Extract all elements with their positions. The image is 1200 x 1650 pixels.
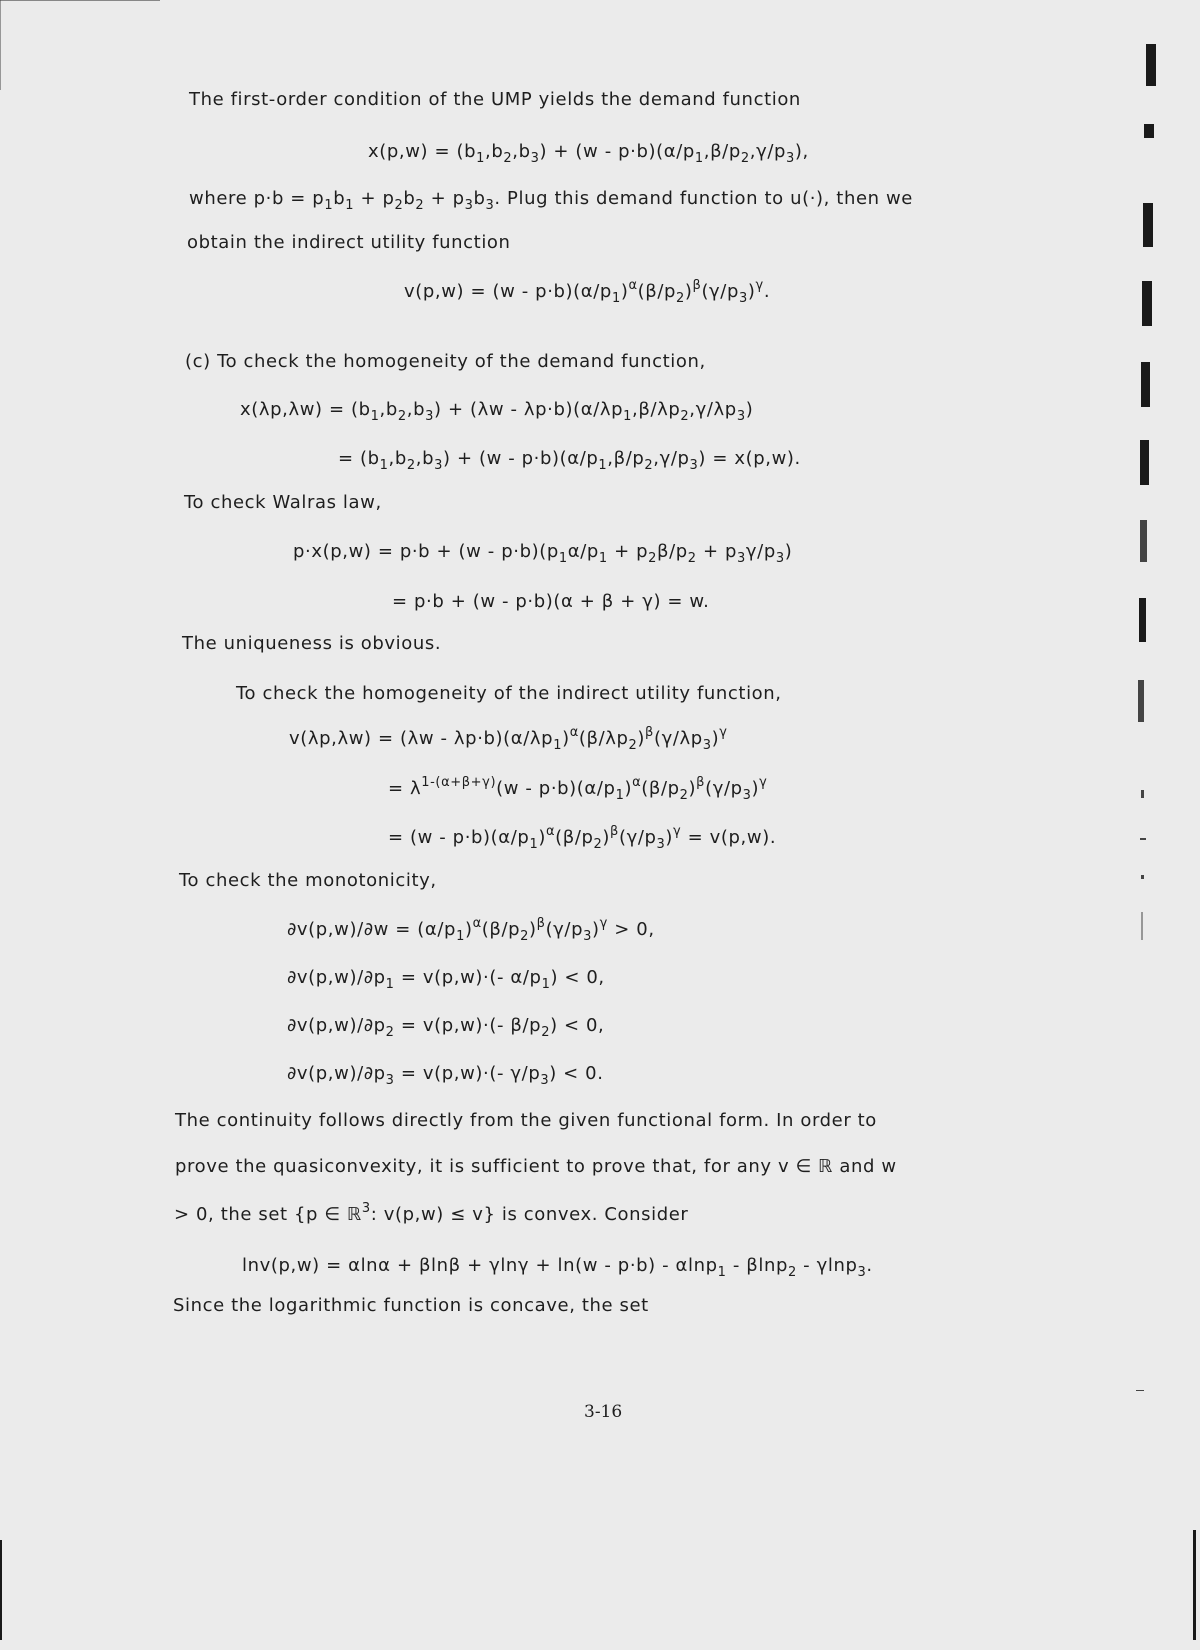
text-line: To check the homogeneity of the indirect utility function, (236, 683, 782, 704)
text-line: The uniqueness is obvious. (182, 633, 442, 654)
scan-mark (1139, 598, 1146, 642)
equation-indirect-utility: $v(p,w) = (w - p\cdot b)(\alpha/p_1)^\alpha(\beta/p_2)^\beta(\gamma/p_3)^\gamma$. (404, 278, 771, 306)
scan-mark (0, 0, 1, 90)
text-line: The first-order condition of the UMP yields the demand function (189, 89, 801, 110)
text-line: prove the quasiconvexity, it is sufficient to prove that, for any v ∈ ℝ and w (175, 1156, 897, 1177)
scan-mark (1141, 362, 1150, 407)
scan-mark (1193, 1530, 1196, 1640)
scan-mark (1136, 1390, 1144, 1391)
page-number: 3-16 (584, 1402, 623, 1422)
scan-mark (1141, 790, 1144, 798)
equation-derivative-p1: $\partial v(p,w)/\partial p_1 = v(p,w)\cdot(-$ $\alpha/p_1) < 0$, (287, 967, 605, 992)
equation-log-utility: lnv(p,w) = αlnα + βlnβ + γlnγ + ln(w - p·b) - αlnp$_1$ - βlnp$_2$ - γlnp$_3$. (242, 1255, 873, 1280)
scan-mark (1141, 875, 1144, 879)
text-line: The continuity follows directly from the given functional form. In order to (175, 1110, 877, 1131)
equation-homogeneity-demand: $x(\lambda p,\lambda w) = (b_1,b_2,b_3) + (\lambda w - \lambda p\cdot b)(\alpha/\lambda p_1,\beta/\lambda p_2,\gamma/\lambda p_3)$ (240, 399, 754, 424)
scan-mark (1142, 281, 1152, 326)
equation-derivative-w: $\partial v(p,w)/\partial w = (\alpha/p_1)^\alpha(\beta/p_2)^\beta(\gamma/p_3)^\gamma > 0$, (287, 916, 655, 944)
equation-derivative-p3: $\partial v(p,w)/\partial p_3 = v(p,w)\cdot(-$ $\gamma/p_3) < 0$. (287, 1063, 604, 1088)
scan-mark (0, 0, 160, 1)
equation-homogeneity-utility-cont: = $(w - p\cdot b)(\alpha/p_1)^\alpha(\beta/p_2)^\beta(\gamma/p_3)^\gamma = v(p,w)$. (388, 824, 777, 852)
scan-mark (0, 1540, 2, 1640)
text-line: Since the logarithmic function is concave, the set (173, 1295, 649, 1316)
scan-mark (1141, 912, 1143, 940)
equation-homogeneity-demand-cont: = $(b_1,b_2,b_3) + (w - p\cdot b)(\alpha/p_1,\beta/p_2,\gamma/p_3) = x(p,w)$. (338, 448, 801, 473)
scan-mark (1140, 838, 1146, 840)
text-line: To check the monotonicity, (179, 870, 437, 891)
equation-walras: $p\cdot x(p,w) = p\cdot b + (w - p\cdot b)(p_1\alpha/p_1 + p_2\beta/p_2 + p_3\gamma/p_3)$ (293, 541, 793, 566)
scan-mark (1140, 520, 1147, 562)
text-line: (c) To check the homogeneity of the demand function, (185, 351, 706, 372)
scan-mark (1140, 440, 1149, 485)
text-line: > 0, the set {p ∈ ℝ$^3$: v(p,w) ≤ v} is convex. Consider (174, 1201, 689, 1225)
scan-mark (1146, 44, 1156, 86)
equation-derivative-p2: $\partial v(p,w)/\partial p_2 = v(p,w)\cdot(-$ $\beta/p_2) < 0$, (287, 1015, 605, 1040)
equation-walras-cont: = p·b + (w - p·b)(α + β + γ) = w. (392, 591, 710, 612)
scan-mark (1143, 203, 1153, 247)
text-line: To check Walras law, (184, 492, 382, 513)
scan-mark (1138, 680, 1144, 722)
equation-homogeneity-utility-cont: = $\lambda^{1-(\alpha+\beta+\gamma)}(w - p\cdot b)(\alpha/p_1)^\alpha(\beta/p_2)^\beta(\gamma/p_3)^\gamma$ (388, 775, 768, 803)
equation-homogeneity-utility: $v(\lambda p,\lambda w) = (\lambda w - \lambda p\cdot b)(\alpha/\lambda p_1)^\alpha(\beta/\lambda p_2)^\beta(\gamma/\lambda p_3)^\gamma$ (289, 725, 728, 753)
text-line: obtain the indirect utility function (187, 232, 511, 253)
equation-demand: $x(p,w) = (b_1,b_2,b_3) + (w - p\cdot b)(\alpha/p_1,\beta/p_2,\gamma/p_3)$, (368, 141, 809, 166)
scan-mark (1144, 124, 1154, 138)
text-line: where $p\cdot b = p_1b_1 + p_2b_2 + p_3b_3$. Plug this demand function to u(·), then we (189, 188, 913, 213)
